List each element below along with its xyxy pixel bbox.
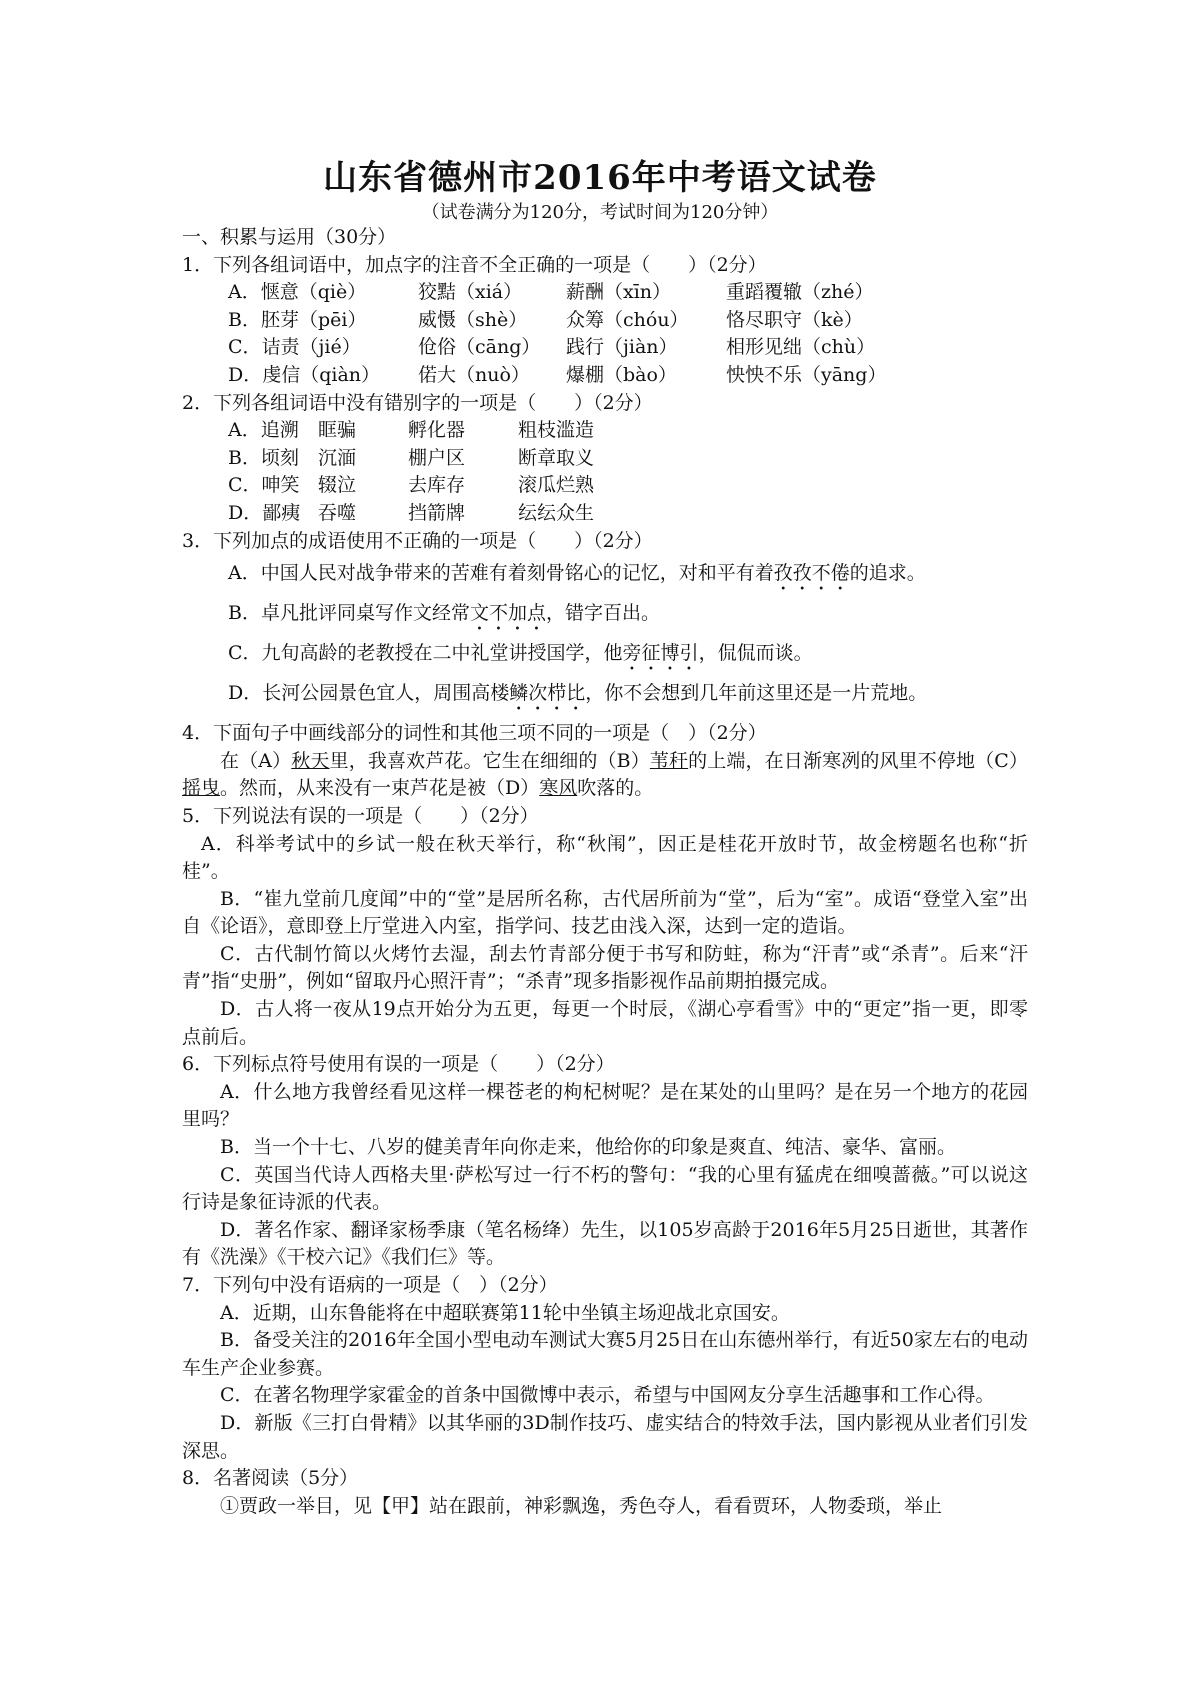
question-5-option-d: D．古人将一夜从19点开始分为五更，每更一个时辰，《湖心亭看雪》中的“更定”指一更，即零点前后。 — [182, 998, 1028, 1048]
question-3-stem: 3．下列加点的成语使用不正确的一项是（ ）（2分） — [182, 529, 653, 552]
question-3-option-b: B．卓凡批评同桌写作文经常文不加点，错字百出。 — [228, 602, 660, 625]
section-heading: 一、积累与运用（30分） — [182, 226, 397, 248]
underlined-word: 苇秆 — [649, 749, 689, 772]
question-6-stem: 6．下列标点符号使用有误的一项是（ ）（2分） — [182, 1053, 615, 1076]
question-2-option-a: A．追溯 眶骗 孵化器 粗枝滥造 — [228, 419, 595, 442]
question-5-option-a: A．科举考试中的乡试一般在秋天举行，称“秋闱”，因正是桂花开放时节，故金榜题名也称“折桂”。 — [182, 832, 1028, 883]
question-1-option-a: A．惬意（qiè） 狡黠（xiá） 薪酬（xīn） 重蹈覆辙（zhé） — [228, 281, 874, 304]
question-1-option-c: C．诘责（jié） 伧俗（cāng） 践行（jiàn） 相形见绌（chù） — [228, 336, 876, 359]
page-title: 山东省德州市2016年中考语文试卷 — [323, 158, 877, 198]
question-7-option-c: C．在著名物理学家霍金的首条中国微博中表示，希望与中国网友分享生活趣事和工作心得。 — [220, 1384, 995, 1407]
underlined-word: 摇曳 — [182, 777, 221, 800]
underlined-word: 寒风 — [539, 777, 578, 800]
underlined-word: 秋天 — [291, 749, 330, 772]
question-2-stem: 2．下列各组词语中没有错别字的一项是（ ）（2分） — [182, 391, 653, 414]
dotted-idiom: 文不加点 — [469, 602, 546, 625]
question-2-option-d: D．鄙痍 吞噬 挡箭牌 纭纭众生 — [228, 501, 595, 524]
question-2-option-b: B．顷刻 沉湎 棚户区 断章取义 — [228, 446, 595, 469]
question-6-option-d: D．著名作家、翻译家杨季康（笔名杨绛）先生，以105岁高龄于2016年5月25日逝世，其著作有《洗澡》《干校六记》《我们仨》等。 — [182, 1218, 1028, 1269]
question-2-option-c: C．呻笑 辍泣 去库存 滚瓜烂熟 — [228, 474, 595, 497]
question-7-option-b: B．备受关注的2016年全国小型电动车测试大赛5月25日在山东德州举行，有近50家左右的电动车生产企业参赛。 — [182, 1329, 1028, 1379]
question-5-option-c: C．古代制竹简以火烤竹去湿，刮去竹青部分便于书写和防蛀，称为“汗青”或“杀青”。后来“汗青”指“史册”，例如“留取丹心照汗青”；“杀青”现多指影视作品前期拍摄完成。 — [182, 942, 1028, 993]
question-7-stem: 7．下列句中没有语病的一项是（ ）（2分） — [182, 1274, 558, 1296]
question-3-option-c: C．九旬高龄的老教授在二中礼堂讲授国学，他旁征博引，侃侃而谈。 — [228, 642, 813, 665]
question-1-option-b: B．胚芽（pēi） 威慑（shè） 众筹（chóu） 恪尽职守（kè） — [228, 308, 863, 331]
question-7-option-a: A．近期，山东鲁能将在中超联赛第11轮中坐镇主场迎战北京国安。 — [220, 1301, 790, 1324]
question-8-passage: ①贾政一举目，见【甲】站在跟前，神彩飘逸，秀色夺人，看看贾环，人物委琐，举止 — [220, 1494, 943, 1517]
question-1-option-d: D．虔信（qiàn） 偌大（nuò） 爆棚（bào） 怏怏不乐（yāng） — [228, 363, 887, 386]
question-3-option-d: D．长河公园景色宜人，周围高楼鳞次栉比，你不会想到几年前这里还是一片荒地。 — [228, 682, 928, 705]
question-6-option-c: C．英国当代诗人西格夫里·萨松写过一行不朽的警句：“我的心里有猛虎在细嗅蔷薇。”可以说这行诗是象征诗派的代表。 — [182, 1163, 1028, 1214]
question-4-stem: 4．下面句子中画线部分的词性和其他三项不同的一项是（ ）（2分） — [182, 722, 767, 745]
question-1-stem: 1．下列各组词语中，加点字的注音不全正确的一项是（ ）（2分） — [182, 253, 767, 276]
dotted-idiom: 旁征博引 — [622, 642, 699, 665]
dotted-idiom: 孜孜不倦 — [773, 562, 850, 585]
question-7-option-d: D．新版《三打白骨精》以其华丽的3D制作技巧、虚实结合的特效手法，国内影视从业者们引发深思。 — [182, 1411, 1028, 1462]
question-3-option-a: A．中国人民对战争带来的苦难有着刻骨铭心的记忆，对和平有着孜孜不倦的追求。 — [228, 562, 926, 585]
question-6-option-a: A．什么地方我曾经看见这样一棵苍老的枸杞树呢？是在某处的山里吗？是在另一个地方的花园里吗？ — [182, 1080, 1028, 1131]
page-subtitle: （试卷满分为120分，考试时间为120分钟） — [421, 202, 779, 223]
question-5-stem: 5．下列说法有误的一项是（ ）（2分） — [182, 804, 539, 827]
exam-body — [182, 224, 1028, 1520]
question-4-passage: 在（A）秋天里，我喜欢芦花。它生在细细的（B）苇秆的上端，在日渐寒冽的风里不停地（C）摇曳。然而，从来没有一束芦花是被（D）寒风吹落的。 — [182, 749, 1028, 800]
dotted-idiom: 鳞次栉比 — [509, 682, 586, 705]
question-6-option-b: B．当一个十七、八岁的健美青年向你走来，他给你的印象是爽直、纯洁、豪华、富丽。 — [220, 1136, 956, 1159]
question-8-stem: 8．名著阅读（5分） — [182, 1467, 359, 1490]
question-5-option-b: B．“崔九堂前几度闻”中的“堂”是居所名称，古代居所前为“堂”，后为“室”。成语“登堂入室”出自《论语》，意即登上厅堂进入内室，指学问、技艺由浅入深，达到一定的造诣。 — [182, 887, 1028, 938]
